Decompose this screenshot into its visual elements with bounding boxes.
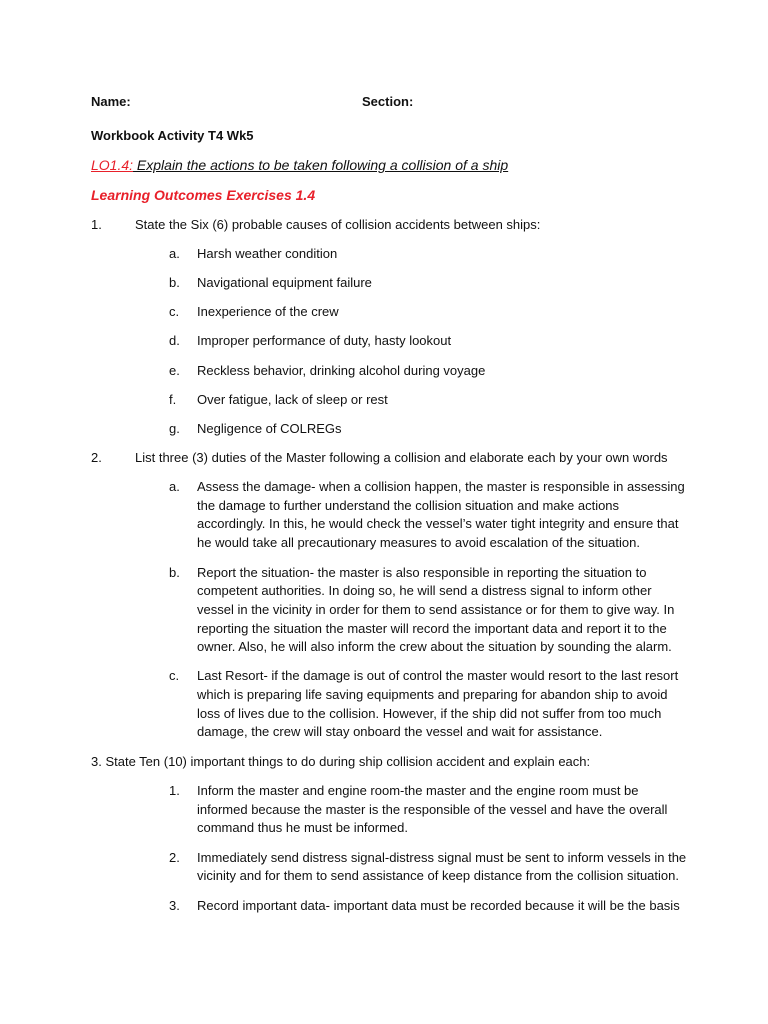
q3-item-marker: 2. xyxy=(169,850,180,865)
q2-item-line: Assess the damage- when a collision happen, the master is responsible in assessing xyxy=(197,479,685,494)
q1-item-marker: g. xyxy=(169,421,180,436)
q1-text: State the Six (6) probable causes of collision accidents between ships: xyxy=(135,217,541,232)
q3-item-line: Immediately send distress signal-distress signal must be sent to inform vessels in the xyxy=(197,850,687,865)
section-label: Section: xyxy=(362,94,414,109)
lo-text: Explain the actions to be taken following a collision of a ship xyxy=(133,157,509,173)
q2-item-line: Last Resort- if the damage is out of control the master would resort to the last resort xyxy=(197,668,679,683)
q1-item-text: Negligence of COLREGs xyxy=(197,421,342,436)
q2-item-line: reporting the situation the master will record the important data and report it to the xyxy=(197,621,667,636)
q1-number: 1. xyxy=(91,217,102,232)
exercises-title: Learning Outcomes Exercises 1.4 xyxy=(91,187,316,203)
q1-item-marker: f. xyxy=(169,392,177,407)
q3-item-marker: 3. xyxy=(169,898,180,913)
q1-item-marker: a. xyxy=(169,246,180,261)
q3-item-line: command thus he must be informed. xyxy=(197,820,408,835)
q2-item-line: competent authorities. In doing so, he will send a distress signal to inform other xyxy=(197,583,652,598)
q3-item-line: Inform the master and engine room-the master and the engine room must be xyxy=(197,783,639,798)
q3-item-line: Record important data- important data must be recorded because it will be the basis xyxy=(197,898,680,913)
q1-item-text: Over fatigue, lack of sleep or rest xyxy=(197,392,388,407)
q3-item-line: vicinity and for them to send assistance of keep distance from the collision situation. xyxy=(197,868,679,883)
q1-item-marker: c. xyxy=(169,304,180,319)
q2-text: List three (3) duties of the Master following a collision and elaborate each by your own words xyxy=(135,450,668,465)
q2-item-line: owner. Also, he will also inform the crew about the situation by sounding the alarm. xyxy=(197,639,672,654)
q1-item-marker: e. xyxy=(169,363,180,378)
q3-text: 3. State Ten (10) important things to do during ship collision accident and explain each: xyxy=(91,754,591,769)
activity-title: Workbook Activity T4 Wk5 xyxy=(91,128,254,143)
q2-item-line: damage, the crew will stay onboard the vessel and wait for assistance. xyxy=(197,724,603,739)
q2-item-line: the damage to further understand the collision situation and make actions xyxy=(197,498,620,513)
q2-item-marker: b. xyxy=(169,565,180,580)
q2-item-marker: c. xyxy=(169,668,180,683)
q2-number: 2. xyxy=(91,450,102,465)
q1-item-marker: b. xyxy=(169,275,180,290)
lo-code: LO1.4: xyxy=(91,157,134,173)
q2-item-marker: a. xyxy=(169,479,180,494)
q2-item-line: accordingly. In this, he would check the vessel’s water tight integrity and ensure that xyxy=(197,516,679,531)
q2-item-line: vessel in the vicinity in order for them to send assistance or for them to give way. In xyxy=(197,602,675,617)
name-label: Name: xyxy=(91,94,131,109)
q2-item-line: Report the situation- the master is also responsible in reporting the situation to xyxy=(197,565,647,580)
q1-item-text: Navigational equipment failure xyxy=(197,275,372,290)
q2-item-line: he would take all precautionary measures to avoid escalation of the situation. xyxy=(197,535,640,550)
q1-item-text: Improper performance of duty, hasty lookout xyxy=(197,333,452,348)
learning-objective xyxy=(91,156,508,174)
q2-item-line: which is preparing life saving equipments and preparing for abandon ship to avoid xyxy=(197,687,668,702)
q1-item-marker: d. xyxy=(169,333,180,348)
q3-item-line: informed because the master is the responsible of the vessel and have the overall xyxy=(197,802,668,817)
q1-item-text: Reckless behavior, drinking alcohol during voyage xyxy=(197,363,486,378)
q1-item-text: Inexperience of the crew xyxy=(197,304,339,319)
q3-item-marker: 1. xyxy=(169,783,180,798)
q1-item-text: Harsh weather condition xyxy=(197,246,338,261)
q2-item-line: loss of lives due to the collision. However, if the ship did not suffer from too much xyxy=(197,706,662,721)
